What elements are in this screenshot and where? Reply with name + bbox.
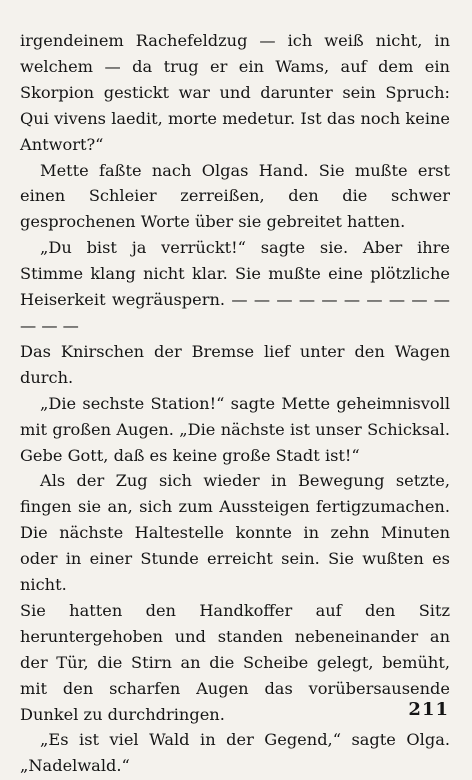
paragraph: „Es ist viel Wald in der Gegend,“ sagte Olga. „Nadelwald.“ (20, 730, 450, 776)
paragraph: Als der Zug sich wieder in Bewegung setzte, fingen sie an, sich zum Aussteigen fertigzumachen. Die nächste Haltestelle konnte in zehn Minuten oder in einer Stunde erreicht sein. Sie wußten es nicht. (20, 471, 450, 595)
paragraph: Sie hatten den Handkoffer auf den Sitz heruntergehoben und standen nebeneinander an der Tür, die Stirn an die Scheibe gelegt, bemüht, mit den scharfen Augen das vorübersausende Dunkel zu durchdringen. (20, 600, 450, 724)
paragraph: „Du bist ja verrückt!“ sagte sie. Aber ihre Stimme klang nicht klar. Sie mußte eine plötzliche Heiserkeit wegräuspern. — — — — — — — — — — — — — (20, 238, 450, 335)
paragraph: Mette faßte nach Olgas Hand. Sie mußte erst einen Schleier zerreißen, den die schwer gesprochenen Worte über sie gebreitet hatten. (20, 160, 450, 232)
body-text (20, 28, 450, 779)
paragraph-continuation: irgendeinem Rachefeldzug — ich weiß nicht, in welchem — da trug er ein Wams, auf dem ein Skorpion gestickt war und darunter sein Spruch: Qui vivens laedit, morte medetur. Ist das noch keine Antwort?“ (20, 31, 450, 154)
paragraph: Das Knirschen der Bremse lief unter den Wagen durch. (20, 341, 450, 387)
page-number: 211 (408, 699, 449, 720)
paragraph: „Die sechste Station!“ sagte Mette geheimnisvoll mit großen Augen. „Die nächste ist unser Schicksal. Gebe Gott, daß es keine große Stadt ist!“ (20, 393, 450, 465)
